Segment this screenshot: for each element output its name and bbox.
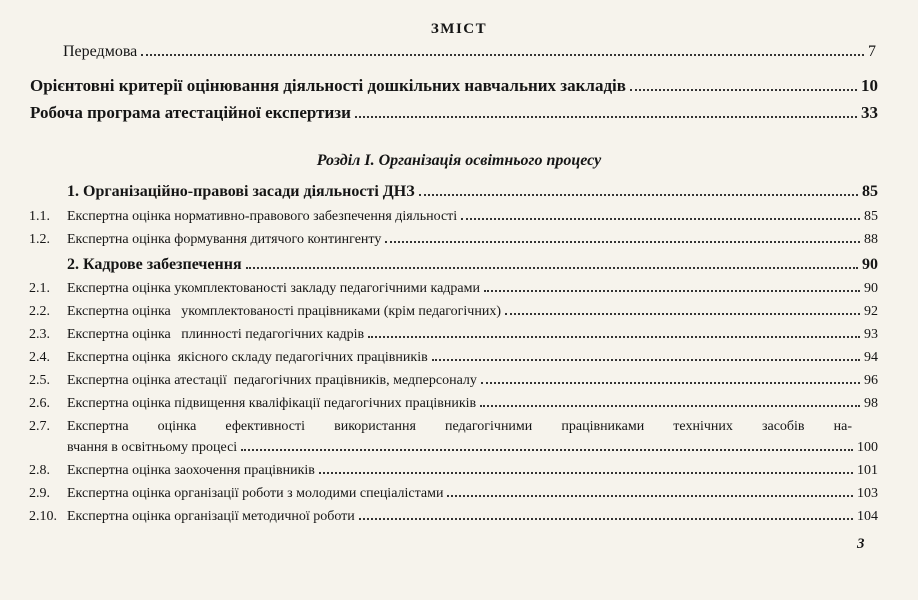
item-page: 104: [857, 509, 878, 524]
item-number: 2.8.: [29, 463, 50, 478]
item-label: Експертна оцінка атестації педагогічних працівників, медперсоналу: [67, 373, 477, 388]
item-label: Експертна оцінка заохочення працівників: [67, 463, 315, 478]
dot-leader: [484, 290, 860, 292]
item-label: Експертна оцінка підвищення кваліфікації педагогічних працівників: [67, 396, 477, 411]
toc-item[interactable]: [0, 304, 918, 320]
item-number: 2.6.: [29, 396, 50, 411]
contents-heading: ЗМІСТ: [430, 21, 488, 37]
dot-leader: [359, 518, 853, 520]
item-label: Експертна оцінка укомплектованості закладу педагогічними кадрами: [67, 281, 480, 296]
item-page: 100: [857, 440, 878, 455]
item-page: 90: [864, 281, 878, 296]
dot-leader: [385, 241, 860, 243]
item-number: 2.7.: [29, 419, 50, 434]
dot-leader: [368, 336, 860, 338]
chapter-label: 2. Кадрове забезпечення: [67, 256, 242, 273]
toc-entry-page: 10: [861, 76, 878, 95]
item-page: 98: [864, 396, 878, 411]
item-label: Експертна оцінка нормативно-правового забезпечення діяльності: [67, 209, 458, 224]
item-label: Експертна оцінка організації роботи з молодими спеціалістами: [67, 486, 444, 501]
dot-leader: [480, 405, 860, 407]
dot-leader: [141, 54, 864, 56]
item-label: Експертна оцінка плинності педагогічних кадрів: [67, 327, 365, 342]
item-number: 2.5.: [29, 373, 50, 388]
toc-item[interactable]: [0, 327, 918, 343]
dot-leader: [432, 359, 860, 361]
dot-leader: [241, 449, 853, 451]
toc-chapter-1[interactable]: [0, 183, 918, 201]
toc-item[interactable]: [0, 463, 918, 479]
toc-entry-criteria[interactable]: [0, 76, 918, 96]
toc-item[interactable]: [0, 373, 918, 389]
section-title: Розділ І. Організація освітнього процесу: [316, 152, 602, 169]
toc-item[interactable]: [0, 209, 918, 225]
dot-leader: [246, 267, 858, 269]
item-number: 2.9.: [29, 486, 50, 501]
chapter-label: 1. Організаційно-правові засади діяльності ДНЗ: [67, 183, 415, 200]
dot-leader: [355, 116, 857, 118]
toc-entry-program[interactable]: [0, 103, 918, 123]
toc-item[interactable]: [0, 350, 918, 366]
item-label: Експертна оцінка якісного складу педагогічних працівників: [67, 350, 428, 365]
item-number: 2.10.: [29, 509, 57, 524]
toc-entry-label: Передмова: [63, 43, 138, 60]
toc-item[interactable]: [0, 232, 918, 248]
item-number: 1.1.: [29, 209, 50, 224]
item-page: 88: [864, 232, 878, 247]
toc-entry-page: 33: [861, 103, 878, 122]
dot-leader: [461, 218, 860, 220]
item-page: 93: [864, 327, 878, 342]
item-label-line-1: Експертна оцінка ефективності використання педагогічними працівниками технічних засобів на-: [67, 419, 852, 434]
item-number: 2.1.: [29, 281, 50, 296]
item-page: 96: [864, 373, 878, 388]
dot-leader: [505, 313, 860, 315]
item-page: 101: [857, 463, 878, 478]
dot-leader: [481, 382, 860, 384]
item-number: 1.2.: [29, 232, 50, 247]
toc-item[interactable]: [0, 509, 918, 525]
toc-entry-label: Робоча програма атестаційної експертизи: [30, 103, 351, 122]
toc-entry-label: Орієнтовні критерії оцінювання діяльності дошкільних навчальних закладів: [30, 76, 626, 95]
dot-leader: [447, 495, 853, 497]
page-number: 3: [857, 536, 865, 552]
item-page: 103: [857, 486, 878, 501]
item-label: Експертна оцінка організації методичної роботи: [67, 509, 355, 524]
dot-leader: [630, 89, 857, 91]
toc-chapter-2[interactable]: [0, 256, 918, 274]
toc-entry-page: 7: [868, 43, 876, 60]
item-number: 2.2.: [29, 304, 50, 319]
item-label-line-2: вчання в освітньому процесі: [67, 440, 238, 455]
item-page: 85: [864, 209, 878, 224]
toc-item[interactable]: [0, 396, 918, 412]
dot-leader: [319, 472, 853, 474]
item-page: 94: [864, 350, 878, 365]
item-number: 2.4.: [29, 350, 50, 365]
item-label: Експертна оцінка укомплектованості працівниками (крім педагогічних): [67, 304, 501, 319]
toc-item[interactable]: [0, 281, 918, 297]
chapter-page: 90: [862, 256, 878, 273]
toc-entry-foreword[interactable]: [0, 43, 918, 61]
item-page: 92: [864, 304, 878, 319]
toc-item[interactable]: [0, 486, 918, 502]
item-number: 2.3.: [29, 327, 50, 342]
dot-leader: [419, 194, 858, 196]
chapter-page: 85: [862, 183, 878, 200]
item-label: Експертна оцінка формування дитячого контингенту: [67, 232, 382, 247]
